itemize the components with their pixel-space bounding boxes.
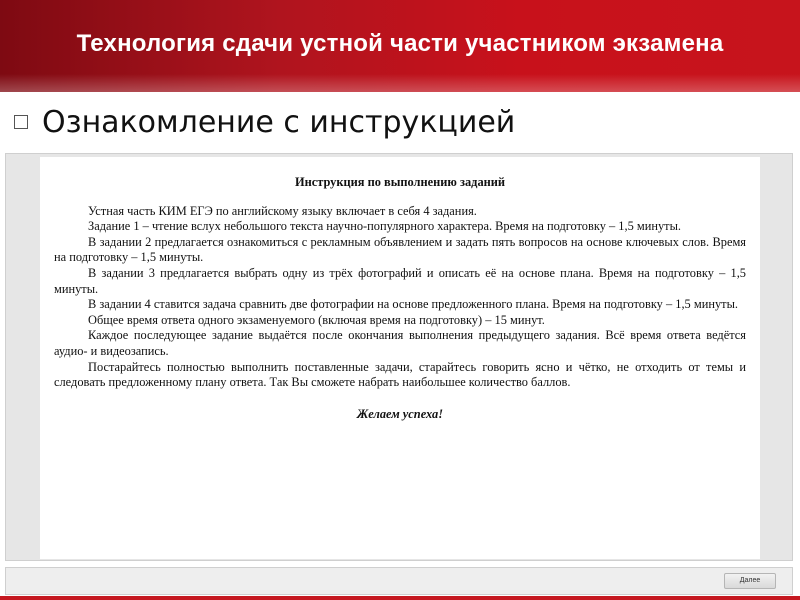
square-bullet-icon: [14, 115, 28, 129]
document-paragraph: Общее время ответа одного экзаменуемого (включая время на подготовку) – 15 минут.: [88, 312, 545, 327]
header-banner: [0, 0, 800, 92]
instruction-viewer: [5, 153, 793, 561]
document-title: Инструкция по выполнению заданий: [294, 175, 506, 189]
page-title: Технология сдачи устной части участником экзамена: [76, 30, 724, 57]
document-paragraph: В задании 3 предлагается выбрать одну из трёх фотографий и описать её на основе плана. Время на подготовку – 1,5 минуты.: [54, 265, 746, 296]
bottom-divider: [0, 596, 800, 600]
document-closing: Желаем успеха!: [356, 406, 444, 421]
document-paragraph: Задание 1 – чтение вслух небольшого текста научно-популярного характера. Время на подготовку – 1,5 минуты.: [88, 219, 681, 234]
instruction-document: [40, 157, 760, 559]
next-button[interactable]: Далее: [724, 573, 776, 589]
document-paragraph: В задании 2 предлагается ознакомиться с рекламным объявлением и задать пять вопросов на основе ключевых слов. Время на подготовку – 1,5 минуты.: [54, 234, 746, 265]
document-paragraph: Постарайтесь полностью выполнить поставленные задачи, старайтесь говорить ясно и чётко, не отходить от темы и следовать предложенному плану ответа. Так Вы сможете набрать наибольшее количество баллов.: [54, 359, 746, 390]
document-paragraph: Каждое последующее задание выдаётся после окончания выполнения предыдущего задания. Всё время ответа ведётся аудио- и видеозапись.: [54, 328, 746, 358]
footer-bar: [5, 567, 793, 595]
document-paragraph: Устная часть КИМ ЕГЭ по английскому языку включает в себя 4 задания.: [88, 203, 477, 218]
subtitle: Ознакомление с инструкцией: [42, 104, 516, 140]
subtitle-row: [14, 102, 515, 142]
document-paragraph: В задании 4 ставится задача сравнить две фотографии на основе предложенного плана. Время на подготовку – 1,5 минуты.: [88, 297, 738, 312]
